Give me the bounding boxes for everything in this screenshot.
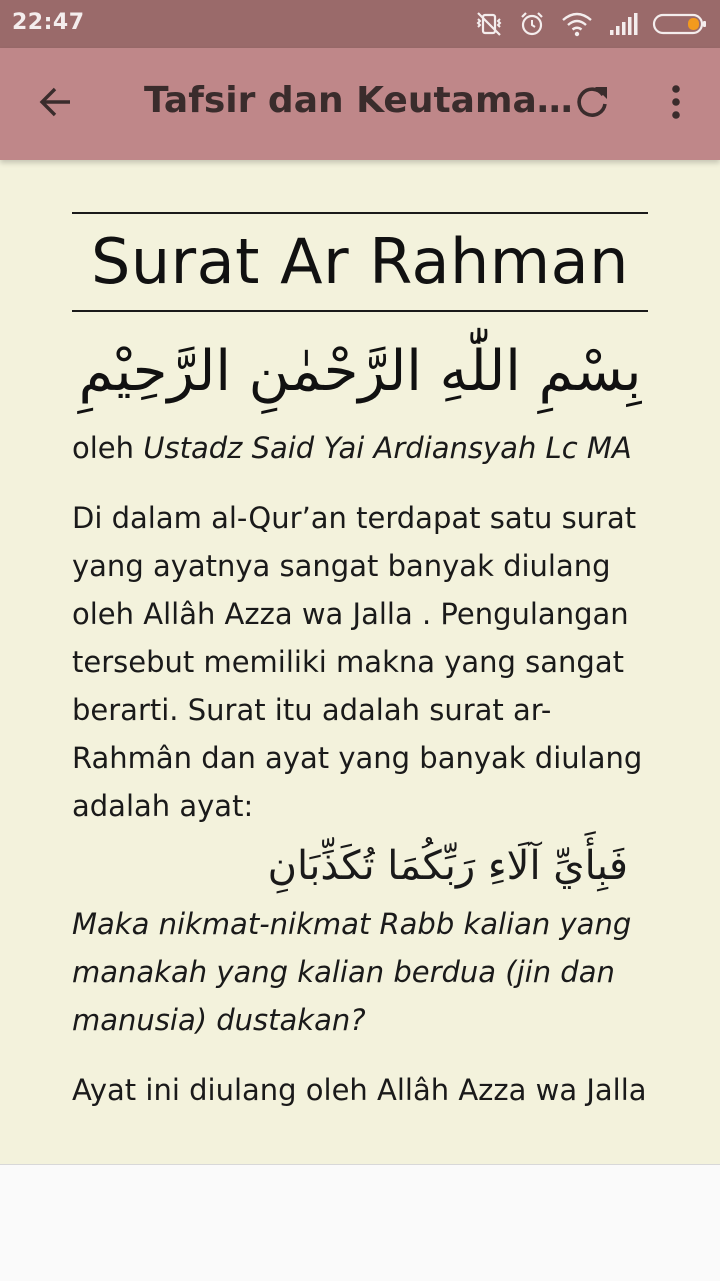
wifi-icon — [560, 10, 594, 38]
divider-bottom — [72, 310, 648, 312]
status-icons — [474, 8, 708, 40]
app-bar — [0, 48, 720, 160]
status-time: 22:47 — [12, 10, 85, 35]
arrow-back-icon — [38, 84, 74, 125]
refresh-icon — [573, 83, 611, 126]
author-name: Ustadz Said Yai Ardiansyah Lc MA — [143, 431, 632, 465]
battery-icon — [652, 10, 708, 38]
basmalah: بِسْمِ اللّٰهِ الرَّحْمٰنِ الرَّحِيْمِ — [78, 339, 642, 404]
paragraph-intro: Di dalam al-Qur’an terdapat satu surat yang ayatnya sangat banyak diulang oleh Allâh Azza wa Jalla . Pengulangan tersebut memiliki makna yang sangat berarti. Surat itu adalah surat ar-Rahmân dan ayat yang banyak diulang adalah ayat: — [72, 501, 643, 823]
page-title: Tafsir dan Keutama… — [144, 80, 573, 121]
article-content — [72, 160, 648, 1164]
ayah-translation: Maka nikmat-nikmat Rabb kalian yang manakah yang kalian berdua (jin dan manusia) dustakan? — [72, 907, 632, 1037]
vibrate-off-icon — [474, 10, 504, 38]
author-line — [72, 428, 648, 468]
ayah-arabic: فَبِأَيِّ آلَاءِ رَبِّكُمَا تُكَذِّبَانِ — [267, 843, 628, 889]
more-vert-icon — [670, 84, 682, 125]
refresh-button[interactable] — [564, 76, 620, 132]
alarm-icon — [518, 10, 546, 38]
bottom-panel — [0, 1164, 720, 1281]
paragraph-continued: Ayat ini diulang oleh Allâh Azza wa Jalla — [72, 1073, 647, 1107]
author-prefix: oleh — [72, 431, 144, 465]
signal-icon — [608, 10, 638, 38]
back-button[interactable] — [28, 76, 84, 132]
status-bar — [0, 0, 720, 48]
surah-title: Surat Ar Rahman — [91, 225, 629, 298]
more-options-button[interactable] — [652, 76, 700, 132]
